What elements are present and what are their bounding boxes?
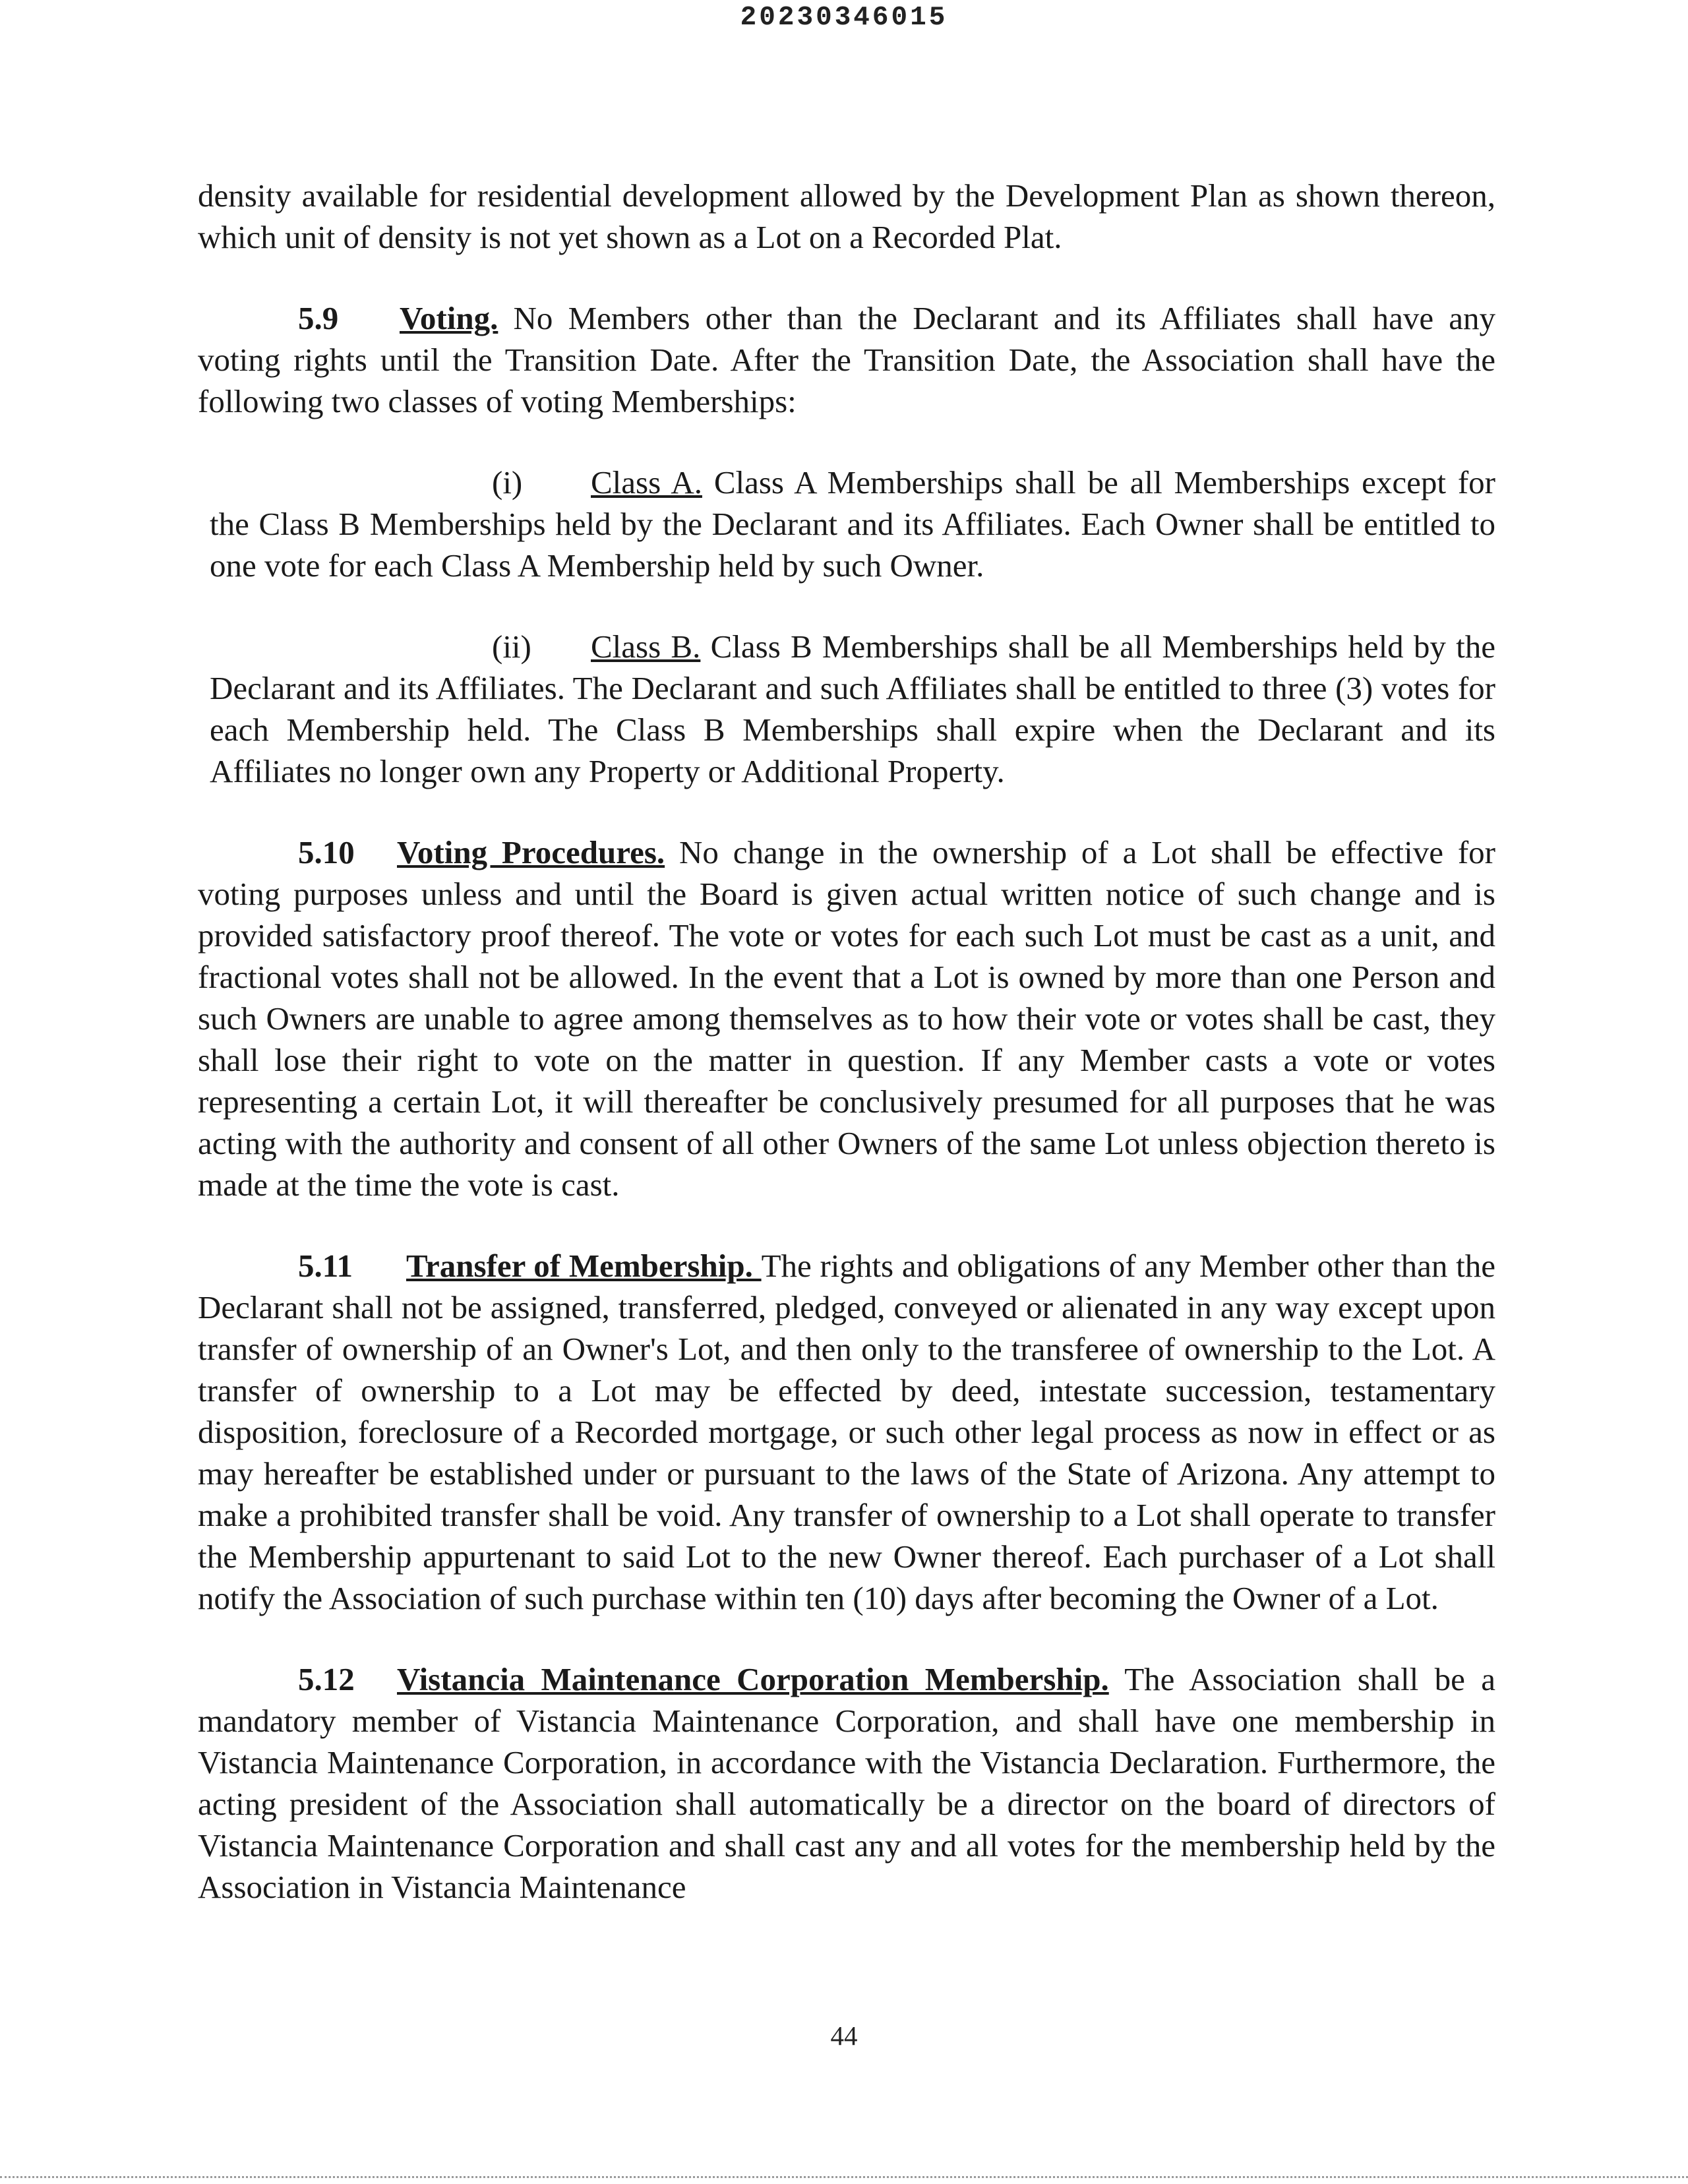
section-text: The Association shall be a mandatory member of Vistancia Maintenance Corporation, and shall have one membership in Vistancia Maintenance Corporation, in accordance with the Vistancia Declaration. Furthermore, the acting president of the Association shall automatically be a director on the board of directors of Vistancia Maintenance Corporation and shall cast any and all votes for the membership held by the Association in Vistancia Maintenance xyxy=(198,1661,1495,1905)
subsection-text: Class B Memberships shall be all Memberships held by the Declarant and its Affiliates. The Declarant and such Affiliates shall be entitled to three (3) votes for each Membership held. The Class B Memberships shall expire when the Declarant and its Affiliates no longer own any Property or Additional Property. xyxy=(210,628,1496,789)
section-5-11-transfer-of-membership xyxy=(198,1245,1495,1619)
subsection-class-b xyxy=(210,626,1495,792)
subsection-number: (ii) xyxy=(492,628,531,665)
subsection-text: Class A Memberships shall be all Memberships except for the Class B Memberships held by the Declarant and its Affiliates. Each Owner shall be entitled to one vote for each Class A Membership held by such Owner. xyxy=(210,464,1495,584)
continuation-paragraph: density available for residential development allowed by the Development Plan as shown thereon, which unit of density is not yet shown as a Lot on a Recorded Plat. xyxy=(198,177,1495,255)
section-number: 5.10 xyxy=(298,834,355,870)
section-number: 5.12 xyxy=(298,1661,355,1697)
section-5-9-voting xyxy=(198,297,1495,422)
subsection-title: Class B. xyxy=(591,628,701,665)
section-text: The rights and obligations of any Member other than the Declarant shall not be assigned, transferred, pledged, conveyed or alienated in any way except upon transfer of ownership of an Owner's Lot, and then only to the transferee of ownership to the Lot. A transfer of ownership to a Lot may be effected by deed, intestate succession, testamentary disposition, foreclosure of a Recorded mortgage, or such other legal process as now in effect or as may hereafter be established under or pursuant to the laws of the State of Arizona. Any attempt to make a prohibited transfer shall be void. Any transfer of ownership to a Lot shall operate to transfer the Membership appurtenant to said Lot to the new Owner thereof. Each purchaser of a Lot shall notify the Association of such purchase within ten (10) days after becoming the Owner of a Lot. xyxy=(198,1248,1495,1616)
section-number: 5.9 xyxy=(298,300,339,336)
section-title: Transfer of Membership. xyxy=(406,1248,762,1284)
section-5-10-voting-procedures xyxy=(198,832,1495,1205)
section-number: 5.11 xyxy=(298,1248,353,1284)
subsection-number: (i) xyxy=(492,464,523,501)
page-number: 44 xyxy=(830,2020,858,2051)
recording-number: 20230346015 xyxy=(740,3,948,33)
section-title: Voting Procedures. xyxy=(397,834,665,870)
section-title: Voting. xyxy=(400,300,498,336)
subsection-class-a xyxy=(210,462,1495,586)
document-body xyxy=(198,175,1495,1947)
section-5-12-vistancia-membership xyxy=(198,1658,1495,1908)
scan-edge-divider xyxy=(0,2176,1688,2178)
section-title: Vistancia Maintenance Corporation Membership. xyxy=(397,1661,1109,1697)
subsection-title: Class A. xyxy=(591,464,702,501)
section-text: No change in the ownership of a Lot shall be effective for voting purposes unless and until the Board is given actual written notice of such change and is provided satisfactory proof thereof. The vote or votes for each such Lot must be cast as a unit, and fractional votes shall not be allowed. In the event that a Lot is owned by more than one Person and such Owners are unable to agree among themselves as to how their vote or votes shall be cast, they shall lose their right to vote on the matter in question. If any Member casts a vote or votes representing a certain Lot, it will thereafter be conclusively presumed for all purposes that he was acting with the authority and consent of all other Owners of the same Lot unless objection thereto is made at the time the vote is cast. xyxy=(198,834,1495,1203)
section-text: No Members other than the Declarant and its Affiliates shall have any voting rights until the Transition Date. After the Transition Date, the Association shall have the following two classes of voting Memberships: xyxy=(198,300,1495,419)
